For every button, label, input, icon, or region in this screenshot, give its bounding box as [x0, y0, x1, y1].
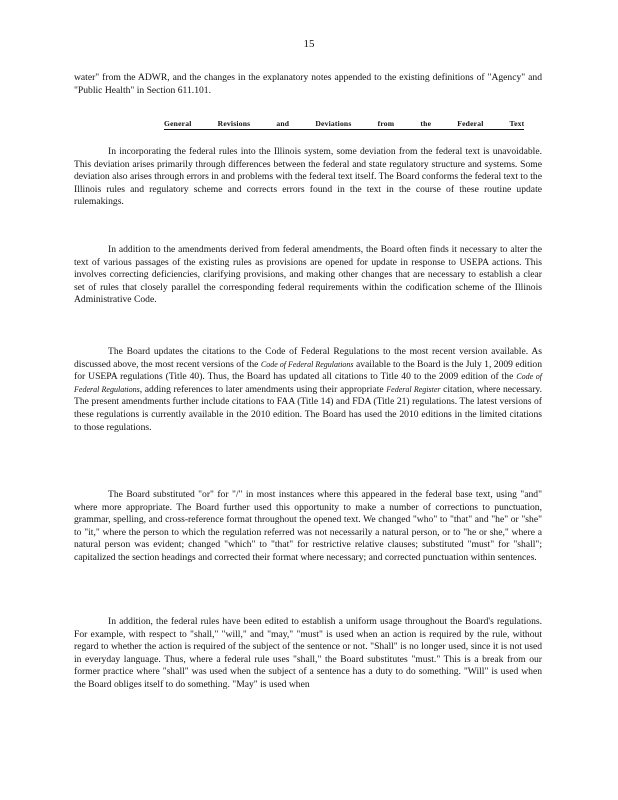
paragraph-text: The Board substituted "or" for "/" in most instances where this appeared in the federal base text, using "and" where more appropriate. The Board further used this opportunity to make a number of corrections to punctuation, grammar, spelling, and cross-reference format throughout the opened text. We changed "who" to "that" and "he" or "she" to "it," where the person to which the regulation referred was not necessarily a natural person, or to "he or she," where a natural person was evident; changed "which" to "that" for restrictive relative clauses; substituted "must" for "shall"; capitalized the section headings and corrected their format where necessary; and corrected punctuation within sentences. [74, 489, 542, 563]
heading-word: from [377, 119, 395, 128]
cfr-title-italic: Code of Federal Regulations [74, 372, 543, 394]
heading-word: General [164, 119, 192, 128]
heading-word: Text [509, 119, 525, 128]
paragraph-text: In addition, the federal rules have been edited to establish a uniform usage throughout the Board's regulations. For example, with respect to "shall," "will," and "may," "must" is used when an action is required by the rule, without regard to whether the action is required of the subject of the sentence or not. "Shall" is no longer used, since it is not used in everyday language. Thus, where a federal rule uses "shall," the Board substitutes "must." This is a break from our former practice where "shall" was used when the subject of a sentence has a duty to do something. "Will" is used when the Board obliges itself to do something. "May" is used when [74, 616, 542, 690]
text-run: The Board updates the citations to the Code of Federal Regulations to the most recent version available. As discussed above, the most recent versions of the [74, 346, 542, 370]
text-run: , adding references to later amendments using their appropriate [139, 383, 384, 395]
heading-word: the [420, 119, 432, 128]
page-number: 15 [303, 38, 315, 50]
paragraph-deviation [74, 146, 542, 209]
heading-word: Federal [457, 119, 484, 128]
text-run: available to the Board is the July 1, 2009 edition for USEPA regulations (Title 40). Thus, the Board has updated all citations to Title 40 to the 2009 edition of the [74, 358, 543, 383]
paragraph-text [74, 346, 542, 434]
intro-paragraph [74, 72, 542, 97]
paragraph-text: In addition to the amendments derived from federal amendments, the Board often finds it necessary to alter the text of various passages of the existing rules as provisions are opened for update in response to USEPA actions. This involves correcting deficiencies, clarifying provisions, and making other changes that are necessary to establish a clear set of rules that closely parallel the corresponding federal requirements within the codification scheme of the Illinois Administrative Code. [74, 244, 542, 306]
heading-word: Deviations [315, 119, 352, 128]
federal-register-italic: Federal Register [386, 384, 441, 394]
paragraph-amendments [74, 244, 542, 307]
heading-word: and [276, 119, 290, 128]
section-heading [164, 119, 524, 130]
paragraph-substitutions [74, 489, 542, 565]
text-run: citation, where necessary. The present amendments further include citations to FAA (Title 14) and FDA (Title 21) regulations. The latest versions of these regulations is currently available in the 2010 edition. The Board has used the 2010 editions in the limited citations to those regulations. [74, 383, 543, 433]
paragraph-citations [74, 346, 542, 434]
paragraph-usage [74, 616, 542, 692]
intro-text: water" from the ADWR, and the changes in the explanatory notes appended to the existing definitions of "Agency" and "Public Health" in Section 611.101. [74, 72, 542, 96]
heading-word: Revisions [217, 119, 251, 128]
cfr-title-italic: Code of Federal Regulations [260, 359, 354, 369]
paragraph-text: In incorporating the federal rules into the Illinois system, some deviation from the federal text is unavoidable. This deviation arises primarily through differences between the federal and state regulatory structure and systems. Some deviation also arises through errors in and problems with the federal text itself. The Board conforms the federal text to the Illinois rules and regulatory scheme and corrects errors found in the text in the course of these routine update rulemakings. [74, 146, 542, 208]
